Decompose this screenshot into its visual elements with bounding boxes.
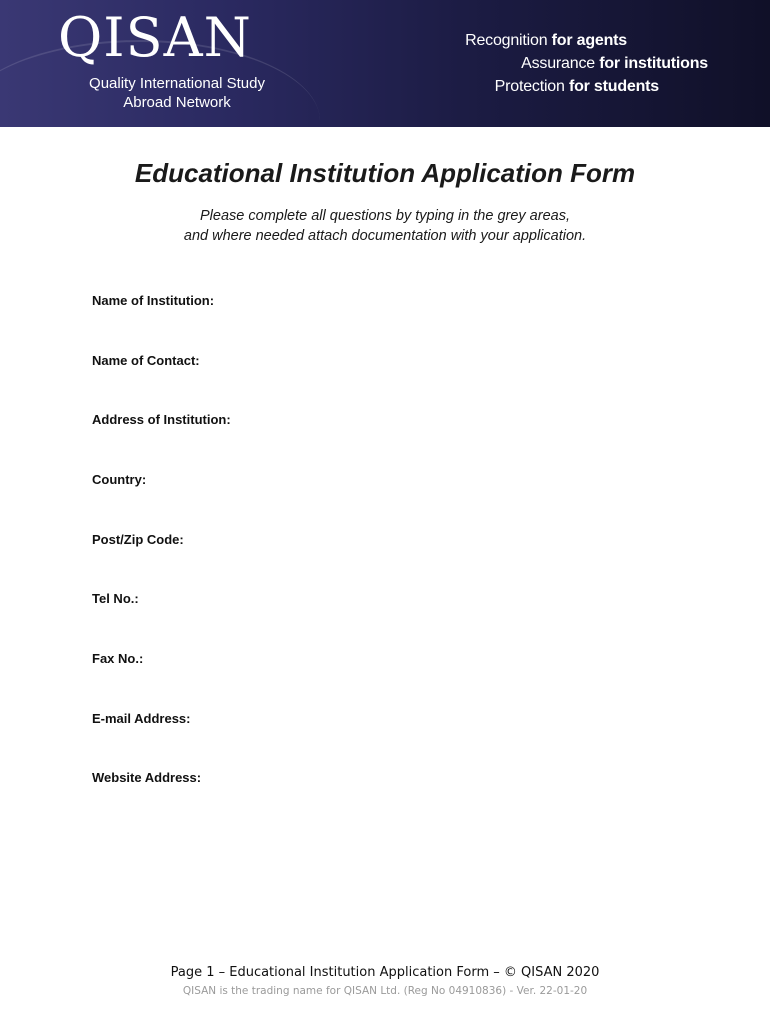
header-banner (0, 0, 770, 127)
footer-page-info: Page 1 – Educational Institution Application Form – © QISAN 2020 (170, 965, 600, 980)
tagline-agents-strong: for agents (551, 32, 627, 49)
intro-line-1: Please complete all questions by typing in the grey areas, (200, 208, 570, 224)
intro-line-2: and where needed attach documentation with your application. (183, 228, 587, 244)
label-country: Country: (92, 472, 147, 487)
tagline-institutions (388, 54, 708, 74)
label-tel-no: Tel No.: (92, 591, 139, 606)
tagline-students-strong: for students (568, 78, 659, 95)
qisan-logo: QISAN (58, 6, 252, 69)
label-post-zip-code: Post/Zip Code: (92, 532, 184, 547)
tagline-students-lead: Protection (494, 78, 569, 95)
tagline-institutions-lead: Assurance (521, 55, 600, 72)
label-fax-no: Fax No.: (92, 651, 144, 666)
logo-subtitle (82, 74, 272, 112)
page-title: Educational Institution Application Form (134, 158, 636, 188)
tagline-students (339, 77, 659, 97)
logo-subtitle-line-1: Quality International Study (89, 75, 265, 92)
tagline-agents (307, 31, 627, 51)
label-contact-name: Name of Contact: (92, 353, 200, 368)
logo-subtitle-line-2: Abroad Network (123, 94, 231, 111)
label-institution-address: Address of Institution: (92, 412, 231, 427)
tagline-institutions-strong: for institutions (599, 55, 708, 72)
footer-registration: QISAN is the trading name for QISAN Ltd. (Reg No 04910836) - Ver. 22-01-20 (182, 985, 588, 997)
label-email-address: E-mail Address: (92, 711, 191, 726)
tagline-agents-lead: Recognition (465, 32, 552, 49)
label-website-address: Website Address: (92, 770, 202, 785)
label-institution-name: Name of Institution: (92, 293, 215, 308)
